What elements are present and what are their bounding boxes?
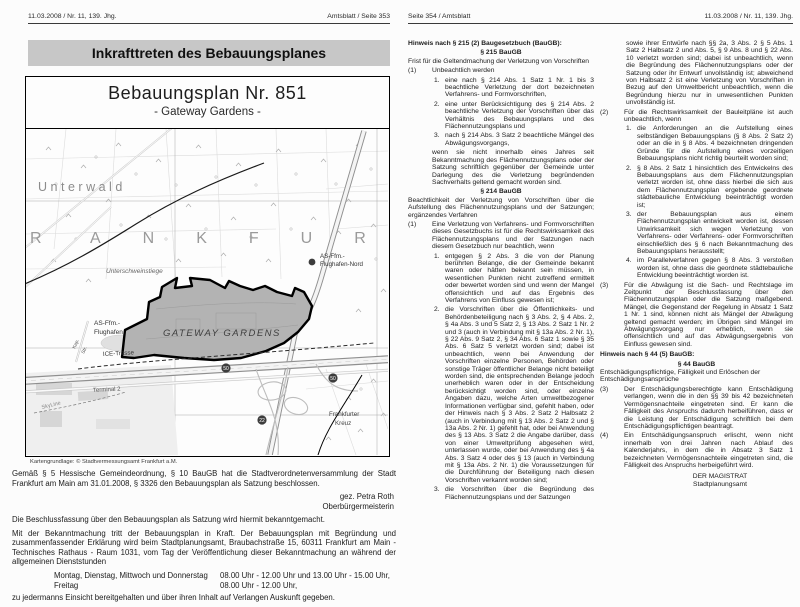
signature-name: gez. Petra Roth [339, 492, 394, 502]
label-frankfurter-kreuz-2: Kreuz [335, 420, 352, 427]
stadtplanungsamt-line: Stadtplanungsamt [693, 480, 747, 488]
header-rule [408, 23, 793, 24]
badge-a5-south: 22 [259, 418, 265, 425]
map-title-block [26, 77, 389, 129]
badge-a3-east: 50 [330, 376, 336, 383]
signature-block [12, 492, 394, 511]
label-frankfurter-kreuz-1: Frankfurter [329, 411, 360, 418]
gazette-page-353 [0, 0, 400, 603]
office-hours [54, 571, 396, 590]
label-gateway-gardens: GATEWAY GARDENS [163, 328, 281, 339]
label-unterwald: Unterwald [38, 180, 126, 194]
list-item: 3. die Vorschriften über die Begründung des Flächennutzungsplans und der Satzungen [434, 486, 594, 501]
label-str: Str. [81, 346, 89, 355]
label-unterschweinstiege: Unterschweinstiege [106, 268, 163, 275]
map-figure [25, 76, 390, 457]
section-44-title: § 44 BauGB [677, 360, 716, 368]
hours-times-1: 08.00 Uhr - 12.00 Uhr und 13.00 Uhr - 15.00 Uhr, [220, 570, 390, 580]
list-item: 2. eine unter Berücksichtigung des § 214 Abs. 2 beachtliche Verletzung der Vorschriften über das Verhältnis des Bebauungsplans und des Flächennutzungsplans und [434, 100, 594, 131]
label-city-frankfurt: ANKFUR [90, 230, 388, 247]
resolution-paragraph: Gemäß § 5 Hessische Gemeindeordnung, § 10 BauGB hat die Stadtverordnetenversammlung der Stadt Frankfurt am Main am 31.01.2008, § 3326 den Bebauungsplan als Satzung beschlossen. [12, 469, 396, 488]
section-214-title: § 214 BauGB [480, 188, 522, 196]
list-item: 3. der Bebauungsplan aus einem Flächennutzungsplan entwickelt worden ist, dessen Unwirksamkeit sich wegen Verletzung von Verfahrens- oder Verfahrens- oder Formvorschriften einschließlich des § 6 nach Bekanntmachung des Bebauungsplans herausstellt; [626, 210, 793, 255]
article-title: Inkrafttreten des Bebauungsplanes [28, 40, 390, 66]
continuation-paragraph: wenn sie nicht innerhalb eines Jahres seit Bekanntmachung des Flächennutzungsplans oder der Satzung schriftlich gegenüber der Gemeinde unter Darlegung des die Verletzung begründenden Sachverhalts geltend gemacht worden sind. [432, 149, 594, 186]
junction-dot [309, 259, 316, 266]
header-rule [28, 23, 390, 24]
plan-name: - Gateway Gardens - [154, 106, 261, 118]
paragraph-214-3: (3) Für die Abwägung ist die Sach- und Rechtslage im Zeitpunkt der Beschlussfassung über den Flächennutzungsplan oder die Satzung maßgebend. Mängel, die Gegenstand der Regelung in Absatz 1 Satz 1 Nr. 1 sind, können nicht als Mängel der Abwägung geltend gemacht werden; im Übrigen sind Mängel im Abwägungsvorgang nur erheblich, wenn sie offensichtlich und auf das Abwägungsergebnis von Einfluss gewesen sind. [600, 281, 793, 348]
list-item: 1. eine nach § 214 Abs. 1 Satz 1 Nr. 1 bis 3 beachtliche Verletzung der dort bezeichneten Verfahrens- und Formvorschriften, [434, 76, 594, 99]
list-item: 1. entgegen § 2 Abs. 3 die von der Planung berührten Belange, die der Gemeinde bekannt waren oder hätten bekannt sein müssen, in wesentlichen Punkten nicht zutreffend ermittelt oder bewertet worden sind und wenn der Mangel offensichtlich und auf das Ergebnis des Verfahrens von Einfluss gewesen ist; [434, 252, 594, 304]
paragraph-215-1: (1) Unbeachtlich werden [408, 67, 495, 75]
hinweis-44-heading: Hinweis nach § 44 (5) BauGB: [600, 351, 695, 359]
label-terminal-2: Terminal 2 [92, 386, 121, 394]
page-header-title: Seite 354 / Amtsblatt [408, 13, 471, 20]
hours-times-2: 08.00 Uhr - 12.00 Uhr, [220, 580, 298, 590]
label-ice-trasse: ICE-Trasse [102, 349, 135, 358]
list-item: 1. die Anforderungen an die Aufstellung eines selbständigen Bebauungsplans (§ 8 Abs. 2 Satz 2) oder an die in § 8 Abs. 4 bezeichneten dringenden Gründe für die Aufstellung eines vorzeitigen Bebauungsplans nicht richtig beurteilt worden sind; [626, 125, 793, 163]
section-215-title: § 215 BauGB [480, 49, 522, 57]
hours-days-2: Freitag [54, 580, 79, 590]
list-item: 3. nach § 214 Abs. 3 Satz 2 beachtliche Mängel des Abwägungsvorgangs, [434, 132, 594, 147]
legal-text-column-2 [600, 40, 793, 489]
list-item: 2. § 8 Abs. 2 Satz 1 hinsichtlich des Entwickelns des Bebauungsplans aus dem Flächennutzungsplan verletzt worden ist, ohne dass hierbei die sich aus dem Flächennutzungsplan ergebende geordnete städtebauliche Entwicklung beeinträchtigt worden ist; [626, 164, 793, 209]
plan-number: Bebauungsplan Nr. 851 [108, 83, 307, 103]
magistrat-line: DER MAGISTRAT [692, 473, 748, 481]
map-source-caption: Kartengrundlage: © Stadtvermessungsamt Frankfurt a.M. [30, 459, 178, 465]
label-kap: Kap. [72, 338, 81, 350]
gazette-page-354 [400, 0, 800, 600]
magistrat-signature [660, 473, 780, 488]
continuation-paragraph: sowie ihrer Entwürfe nach §§ 2a, 3 Abs. 2 § 5 Abs. 1 Satz 2 Halbsatz 2 und Abs. 5, § 9 Abs. 8 und § 22 Abs. 10 verletzt worden sind; dabei ist unbeachtlich, wenn die Begründung des Flächennutzungsplans oder der Satzung oder ihr Entwurf unvollständig ist; abweichend von Halbsatz 2 ist eine Verletzung von Vorschriften in Bezug auf den Umweltbericht unbeachtlich, wenn die Begründung hierzu nur in unwesentlichen Punkten unvollständig ist. [626, 40, 793, 107]
label-as-flughafen-1: AS-Ffm.- [94, 320, 120, 327]
site-plan-map [26, 129, 388, 455]
paragraph-214-2: (2) Für die Rechtswirksamkeit der Bauleitpläne ist auch unbeachtlich, wenn [600, 108, 793, 124]
effect-paragraph: Mit der Bekanntmachung tritt der Bebauungsplan in Kraft. Der Bebauungsplan mit Begründung und zusammenfassender Erklärung wird beim Stadtplanungsamt, Braubachstraße 15, 60311 Frankfurt am Main - Technisches Rathaus - Raum 1031, vom Tag der Veröffentlichung dieser Bekanntmachung an während der allgemeinen Dienststunden [12, 528, 396, 567]
label-city-partial: R [30, 230, 42, 247]
announcement-paragraph: Die Beschlussfassung über den Bebauungsplan als Satzung wird hiermit bekanntgemacht. [12, 515, 325, 524]
left-page-body [12, 469, 396, 607]
paragraph-214-1: (1) Eine Verletzung von Verfahrens- und Formvorschriften dieses Gesetzbuchs ist für die Rechtswirksamkeit des Flächennutzungsplans und der Satzungen nach diesem Gesetzbuch nur beachtlich, wenn [408, 220, 594, 251]
label-skyline: SkyLine [41, 400, 62, 411]
section-214-subtitle: Beachtlichkeit der Verletzung von Vorschriften über die Aufstellung des Flächennutzungsplans und der Satzungen; ergänzendes Verfahren [408, 196, 594, 219]
hours-days-1: Montag, Dienstag, Mittwoch und Donnerstag [54, 570, 208, 580]
legal-text-column-1 [408, 40, 594, 503]
badge-a3: 50 [223, 366, 229, 373]
page-header-title: Amtsblatt / Seite 353 [327, 13, 390, 20]
label-as-nord-1: AS-Ffm.- [320, 253, 345, 260]
paragraph-44-4: (4) Ein Entschädigungsanspruch erlischt, wenn nicht innerhalb von drei Jahren nach Ablauf des Kalenderjahrs, in dem die in Absatz 3 Satz 1 bezeichneten Vermögensnachteile eingetreten sind, die Fälligkeit des Anspruchs herbeigeführt wird. [600, 432, 793, 469]
section-215-subtitle: Frist für die Geltendmachung der Verletzung von Vorschriften [408, 57, 590, 65]
signature-title: Oberbürgermeisterin [322, 501, 394, 511]
label-as-nord-2: Flughafen-Nord [320, 261, 363, 268]
hinweis-215-heading: Hinweis nach § 215 (2) Baugesetzbuch (BauGB): [408, 40, 562, 47]
list-item: 2. die Vorschriften über die Öffentlichkeits- und Behördenbeteiligung nach § 3 Abs. 2, § 4 Abs. 2, § 4a Abs. 3 und 5 Satz 2, § 13 Abs. 2 Satz 1 Nr. 2 und 3 (auch in Verbindung mit § 13a Abs. 2 Nr. 1), § 22 Abs. 9 Satz 2, § 34 Abs. 6 Satz 1 sowie § 35 Abs. 6 Satz 5 verletzt worden sind; dabei ist unbeachtlich, wenn bei Anwendung der Vorschriften einzelne Personen, Behörden oder sonstige Träger öffentlicher Belange nicht beteiligt worden sind, die entsprechenden Belange jedoch unerheblich waren oder in der Entscheidung berücksichtigt worden sind, oder einzelne Angaben dazu, welche Arten umweltbezogener Informationen verfügbar sind, gefehlt haben, oder der Hinweis nach § 3 Abs. 2 Satz 2 Halbsatz 2 (auch in Verbindung mit § 13 Abs. 2 Satz 2 und § 13a Abs. 2 Nr. 1) gefehlt hat, oder bei Anwendung des § 13 Abs. 3 Satz 2 die Angabe darüber, dass von einer Umweltprüfung abgesehen wird, unterlassen wurde, oder bei Anwendung des § 4a Abs. 3 Satz 4 oder des § 13 (auch in Verbindung mit § 13a Abs. 2 Nr. 1) die Voraussetzungen für die Durchführung der Beteiligung nach diesen Vorschriften verkannt worden sind; [434, 306, 594, 484]
para-number: (1) [408, 67, 417, 75]
page-header-date: 11.03.2008 / Nr. 11, 139. Jhg. [28, 13, 117, 20]
access-paragraph: zu jedermanns Einsicht bereitgehalten und über ihren Inhalt auf Verlangen Auskunft gegeben. [12, 593, 335, 603]
label-as-flughafen-2: Flughafen [94, 329, 123, 336]
section-44-subtitle: Entschädigungspflichtige, Fälligkeit und Erlöschen der Entschädigungsansprüche [600, 369, 761, 384]
paragraph-44-3: (3) Der Entschädigungsberechtigte kann Entschädigung verlangen, wenn die in den §§ 39 bis 42 bezeichneten Vermögensnachteile eingetreten sind. Er kann die Fälligkeit des Anspruchs dadurch herbeiführen, dass er die Leistung der Entschädigung schriftlich bei dem Entschädigungspflichtigen beantragt. [600, 385, 793, 430]
list-item: 4. im Parallelverfahren gegen § 8 Abs. 3 verstoßen worden ist, ohne dass die geordnete städtebauliche Entwicklung beeinträchtigt worden ist. [626, 257, 793, 280]
page-header-date: 11.03.2008 / Nr. 11, 139. Jhg. [704, 13, 793, 20]
